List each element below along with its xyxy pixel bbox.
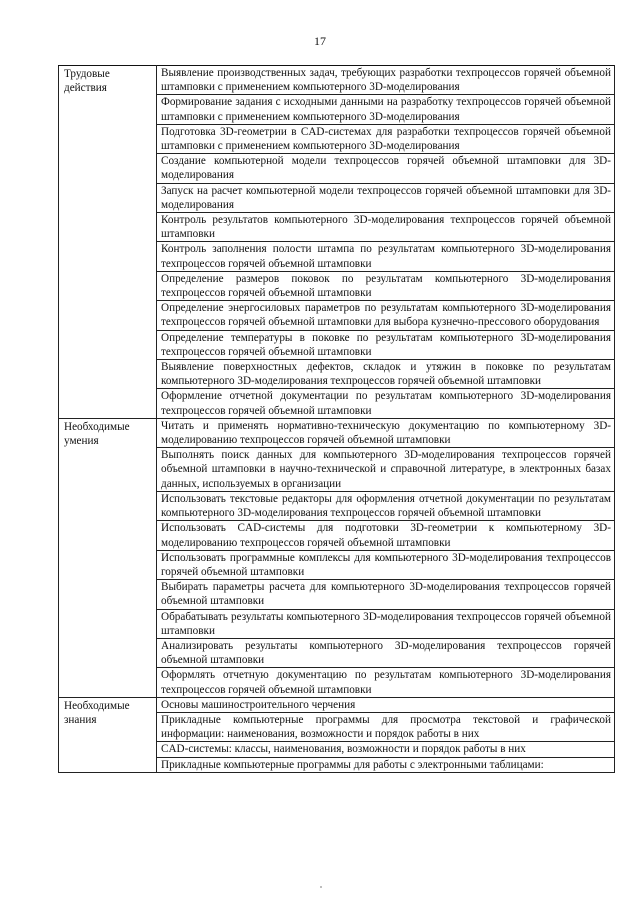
competency-table bbox=[58, 65, 615, 773]
section-item: Выбирать параметры расчета для компьютерного 3D-моделирования техпроцессов горячей объемной штамповки bbox=[157, 580, 615, 609]
section-label: Необходимые знания bbox=[59, 697, 157, 772]
section-item: Обрабатывать результаты компьютерного 3D-моделирования техпроцессов горячей объемной штамповки bbox=[157, 609, 615, 638]
section-item: Определение размеров поковок по результатам компьютерного 3D-моделирования техпроцессов горячей объемной штамповки bbox=[157, 271, 615, 300]
section-item: Подготовка 3D-геометрии в CAD-системах для разработки техпроцессов горячей объемной штамповки с применением компьютерного 3D-моделирования bbox=[157, 124, 615, 153]
section-item: Выполнять поиск данных для компьютерного 3D-моделирования техпроцессов горячей объемной штамповки в научно-технической и справочной литературе, в электронных базах данных, используемых в организации bbox=[157, 448, 615, 492]
section-item: Формирование задания с исходными данными на разработку техпроцессов горячей объемной штамповки с применением компьютерного 3D-моделирования bbox=[157, 95, 615, 124]
section-item: CAD-системы: классы, наименования, возможности и порядок работы в них bbox=[157, 742, 615, 757]
scan-speck bbox=[320, 886, 322, 888]
section-item: Контроль результатов компьютерного 3D-моделирования техпроцессов горячей объемной штамповки bbox=[157, 213, 615, 242]
competency-table-body bbox=[59, 66, 615, 773]
section-item: Использовать CAD-системы для подготовки 3D-геометрии к компьютерному 3D-моделированию техпроцессов горячей объемной штамповки bbox=[157, 521, 615, 550]
table-row bbox=[59, 66, 615, 95]
section-item: Прикладные компьютерные программы для работы с электронными таблицами: bbox=[157, 757, 615, 772]
section-label: Трудовые действия bbox=[59, 66, 157, 419]
section-item: Выявление поверхностных дефектов, складок и утяжин в поковке по результатам компьютерного 3D-моделирования техпроцессов горячей объемной штамповки bbox=[157, 360, 615, 389]
section-item: Прикладные компьютерные программы для просмотра текстовой и графической информации: наименования, возможности и порядок работы в них bbox=[157, 712, 615, 741]
section-label: Необходимые умения bbox=[59, 418, 157, 697]
section-item: Выявление производственных задач, требующих разработки техпроцессов горячей объемной штамповки с применением компьютерного 3D-моделирования bbox=[157, 66, 615, 95]
section-item: Создание компьютерной модели техпроцессов горячей объемной штамповки для 3D-моделирования bbox=[157, 154, 615, 183]
section-item: Читать и применять нормативно-техническую документацию по компьютерному 3D-моделированию техпроцессов горячей объемной штамповки bbox=[157, 418, 615, 447]
table-row bbox=[59, 697, 615, 712]
table-row bbox=[59, 418, 615, 447]
section-item: Основы машиностроительного черчения bbox=[157, 697, 615, 712]
section-item: Использовать текстовые редакторы для оформления отчетной документации по результатам компьютерного 3D-моделирования техпроцессов горячей объемной штамповки bbox=[157, 491, 615, 520]
section-item: Запуск на расчет компьютерной модели техпроцессов горячей объемной штамповки для 3D-моделирования bbox=[157, 183, 615, 212]
section-item: Контроль заполнения полости штампа по результатам компьютерного 3D-моделирования техпроцессов горячей объемной штамповки bbox=[157, 242, 615, 271]
section-item: Использовать программные комплексы для компьютерного 3D-моделирования техпроцессов горячей объемной штамповки bbox=[157, 550, 615, 579]
section-item: Анализировать результаты компьютерного 3D-моделирования техпроцессов горячей объемной штамповки bbox=[157, 638, 615, 667]
section-item: Оформлять отчетную документацию по результатам компьютерного 3D-моделирования техпроцессов горячей объемной штамповки bbox=[157, 668, 615, 697]
section-item: Определение температуры в поковке по результатам компьютерного 3D-моделирования техпроцессов горячей объемной штамповки bbox=[157, 330, 615, 359]
section-item: Оформление отчетной документации по результатам компьютерного 3D-моделирования техпроцессов горячей объемной штамповки bbox=[157, 389, 615, 418]
section-item: Определение энергосиловых параметров по результатам компьютерного 3D-моделирования техпроцессов горячей объемной штамповки для выбора кузнечно-прессового оборудования bbox=[157, 301, 615, 330]
page-number: 17 bbox=[314, 34, 326, 48]
